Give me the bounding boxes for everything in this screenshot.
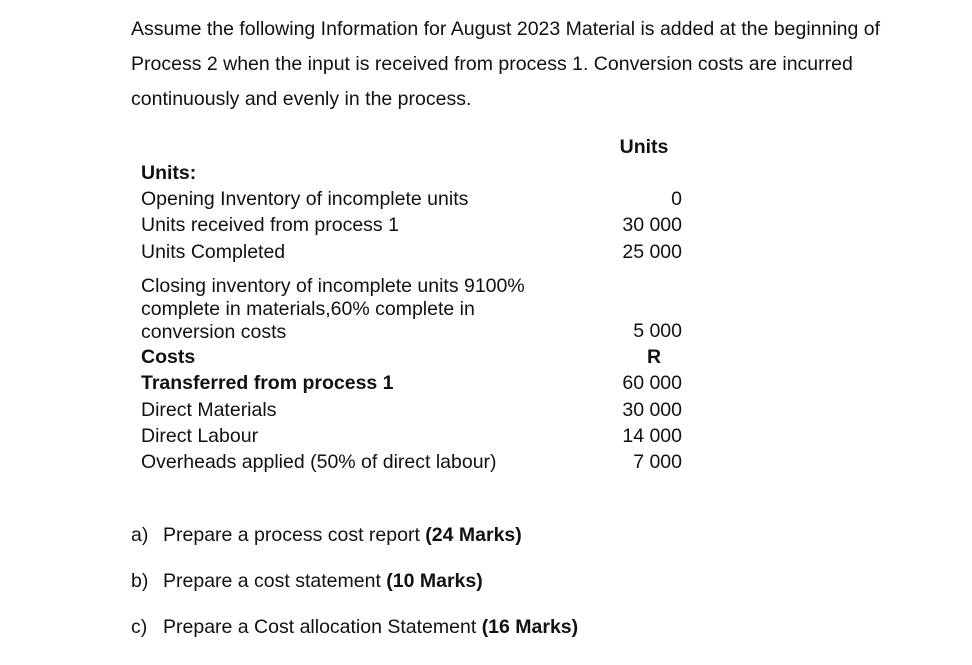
task-c-text: Prepare a Cost allocation Statement [163, 616, 482, 638]
opening-inventory-label: Opening Inventory of incomplete units [141, 188, 469, 210]
task-a-text: Prepare a process cost report [163, 524, 426, 546]
task-a-marks: (24 Marks) [425, 524, 522, 546]
task-a [131, 524, 522, 547]
task-c-marks: (16 Marks) [481, 616, 579, 638]
overheads-value: 7 000 [633, 451, 682, 473]
intro-line-1: Assume the following Information for August 2023 Material is added at the beginning of [131, 18, 881, 40]
costs-currency-label: R [646, 346, 662, 368]
opening-inventory-value: 0 [671, 188, 682, 210]
task-c [131, 616, 578, 639]
units-received-label: Units received from process 1 [141, 214, 399, 236]
task-b-letter: b) [131, 570, 149, 592]
task-b [131, 570, 483, 593]
units-column-header: Units [619, 136, 669, 158]
direct-labour-value: 14 000 [622, 425, 682, 447]
intro-line-3: continuously and evenly in the process. [131, 88, 472, 110]
closing-inventory-line-3: conversion costs [141, 321, 287, 343]
transferred-label: Transferred from process 1 [141, 372, 394, 394]
direct-labour-label: Direct Labour [141, 425, 259, 447]
closing-inventory-line-2: complete in materials,60% complete in [141, 298, 475, 320]
transferred-value: 60 000 [622, 372, 682, 394]
task-c-letter: c) [131, 616, 148, 638]
units-completed-label: Units Completed [141, 241, 286, 263]
task-b-text: Prepare a cost statement [163, 570, 387, 592]
intro-line-2: Process 2 when the input is received from process 1. Conversion costs are incurred [131, 53, 853, 75]
task-a-letter: a) [131, 524, 149, 546]
direct-materials-label: Direct Materials [141, 399, 277, 421]
units-completed-value: 25 000 [622, 241, 682, 263]
costs-section-label: Costs [141, 346, 196, 368]
units-section-label: Units: [141, 162, 197, 184]
closing-inventory-value: 5 000 [633, 320, 682, 342]
closing-inventory-label [141, 275, 561, 344]
units-received-value: 30 000 [622, 214, 682, 236]
overheads-label: Overheads applied (50% of direct labour) [141, 451, 497, 473]
closing-inventory-line-1: Closing inventory of incomplete units 9100% [141, 275, 525, 297]
direct-materials-value: 30 000 [622, 399, 682, 421]
task-b-marks: (10 Marks) [386, 570, 483, 592]
intro-paragraph [131, 12, 931, 117]
